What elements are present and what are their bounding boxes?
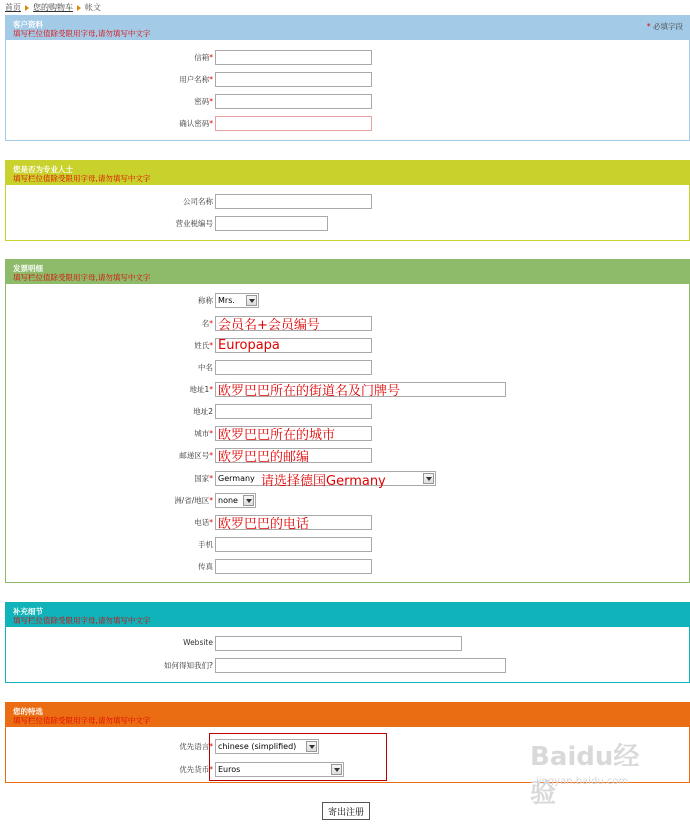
city-input[interactable]: [215, 426, 372, 441]
address2-label: 地址2: [193, 407, 213, 416]
watermark-logo: Baidu经验: [530, 742, 640, 809]
phone-input[interactable]: [215, 515, 372, 530]
section-header: [6, 703, 689, 727]
breadcrumb-arrow-icon: [25, 5, 29, 11]
website-row: [6, 636, 689, 652]
source-label: 如何得知我们?: [164, 661, 213, 670]
firstname-row: [6, 316, 689, 332]
fax-row: [6, 559, 689, 575]
vat-input[interactable]: [215, 216, 328, 231]
username-label: 用户名称*: [179, 75, 213, 84]
fax-label: 传真: [198, 562, 213, 571]
country-label: 国家*: [194, 474, 213, 483]
confirm-password-row: [6, 116, 689, 132]
section-note: 填写栏位值除受限用字母,请勿填写中文字: [13, 273, 151, 282]
zip-input[interactable]: [215, 448, 372, 463]
city-row: [6, 426, 689, 442]
lastname-row: [6, 338, 689, 354]
highlight-box: [209, 733, 387, 781]
section-note: 填写栏位值除受限用字母,请勿填写中文字: [13, 616, 151, 625]
city-label: 城市*: [194, 429, 213, 438]
currency-label: 优先货币*: [179, 765, 213, 774]
watermark: [530, 736, 660, 809]
address2-row: [6, 404, 689, 420]
state-select[interactable]: none: [215, 493, 256, 508]
password-input[interactable]: [215, 94, 372, 109]
lastname-label: 姓氏*: [194, 341, 213, 350]
source-row: [6, 658, 689, 674]
chevron-down-icon: [246, 295, 257, 306]
state-row: [6, 493, 689, 509]
company-label: 公司名称: [183, 197, 213, 206]
mobile-row: [6, 537, 689, 553]
language-select[interactable]: chinese (simplified): [215, 739, 319, 754]
confirm-password-label: 确认密码*: [179, 119, 213, 128]
username-row: [6, 72, 689, 88]
company-input[interactable]: [215, 194, 372, 209]
section-header: [6, 161, 689, 185]
firstname-label: 名*: [201, 319, 213, 328]
breadcrumb: [5, 2, 101, 13]
breadcrumb-arrow-icon: [77, 5, 81, 11]
breadcrumb-current: 帐文: [85, 3, 101, 12]
email-label: 信箱*: [194, 53, 213, 62]
phone-row: [6, 515, 689, 531]
password-label: 密码*: [194, 97, 213, 106]
confirm-password-input[interactable]: [215, 116, 372, 131]
extra-details-section: [5, 602, 690, 683]
section-header: [6, 603, 689, 627]
address2-input[interactable]: [215, 404, 372, 419]
country-select[interactable]: Germany: [215, 471, 436, 486]
lastname-input[interactable]: [215, 338, 372, 353]
company-row: [6, 194, 689, 210]
currency-select[interactable]: Euros: [215, 762, 344, 777]
section-header: [6, 260, 689, 284]
firstname-input[interactable]: [215, 316, 372, 331]
username-input[interactable]: [215, 72, 372, 87]
section-note: 填写栏位值除受限用字母,请勿填写中文字: [13, 716, 151, 725]
address1-row: [6, 382, 689, 398]
zip-row: [6, 448, 689, 464]
mobile-label: 手机: [198, 540, 213, 549]
section-note: 填写栏位值除受限用字母,请勿填写中文字: [13, 174, 151, 183]
address1-label: 地址1*: [189, 385, 213, 394]
submit-registration-button[interactable]: 寄出注册: [322, 802, 370, 820]
country-row: [6, 471, 689, 487]
mobile-input[interactable]: [215, 537, 372, 552]
website-label: Website: [183, 638, 213, 647]
salutation-label: 称称: [198, 296, 213, 305]
country-hint: 请选择德国Germany: [261, 474, 386, 489]
section-title: 客户资料: [13, 20, 43, 29]
chevron-down-icon: [423, 473, 434, 484]
email-row: [6, 50, 689, 66]
customer-info-section: [5, 15, 690, 141]
state-label: 洲/省/地区*: [174, 496, 213, 505]
section-title: 您的特选: [13, 707, 43, 716]
language-label: 优先语言*: [179, 742, 213, 751]
section-header: [6, 16, 689, 40]
password-row: [6, 94, 689, 110]
website-input[interactable]: [215, 636, 462, 651]
zip-label: 邮递区号*: [179, 451, 213, 460]
section-title: 您是否为专业人士: [13, 165, 73, 174]
section-title: 发票明细: [13, 264, 43, 273]
middlename-label: 中名: [198, 363, 213, 372]
breadcrumb-cart-link[interactable]: 您的购物车: [33, 3, 73, 12]
vat-row: [6, 216, 689, 232]
professional-section: [5, 160, 690, 241]
required-legend: * 必填字段: [646, 22, 683, 31]
phone-label: 电话*: [194, 518, 213, 527]
salutation-select[interactable]: Mrs.: [215, 293, 259, 308]
breadcrumb-home-link[interactable]: 首页: [5, 3, 21, 12]
billing-section: [5, 259, 690, 583]
middlename-input[interactable]: [215, 360, 372, 375]
vat-label: 营业税编号: [175, 219, 213, 228]
source-input[interactable]: [215, 658, 506, 673]
chevron-down-icon: [243, 495, 254, 506]
fax-input[interactable]: [215, 559, 372, 574]
section-title: 补充细节: [13, 607, 43, 616]
email-input[interactable]: [215, 50, 372, 65]
section-note: 填写栏位值除受限用字母,请勿填写中文字: [13, 29, 151, 38]
address1-input[interactable]: [215, 382, 506, 397]
watermark-url: jingyan.baidu.com: [536, 776, 629, 787]
salutation-row: [6, 293, 689, 309]
middlename-row: [6, 360, 689, 376]
